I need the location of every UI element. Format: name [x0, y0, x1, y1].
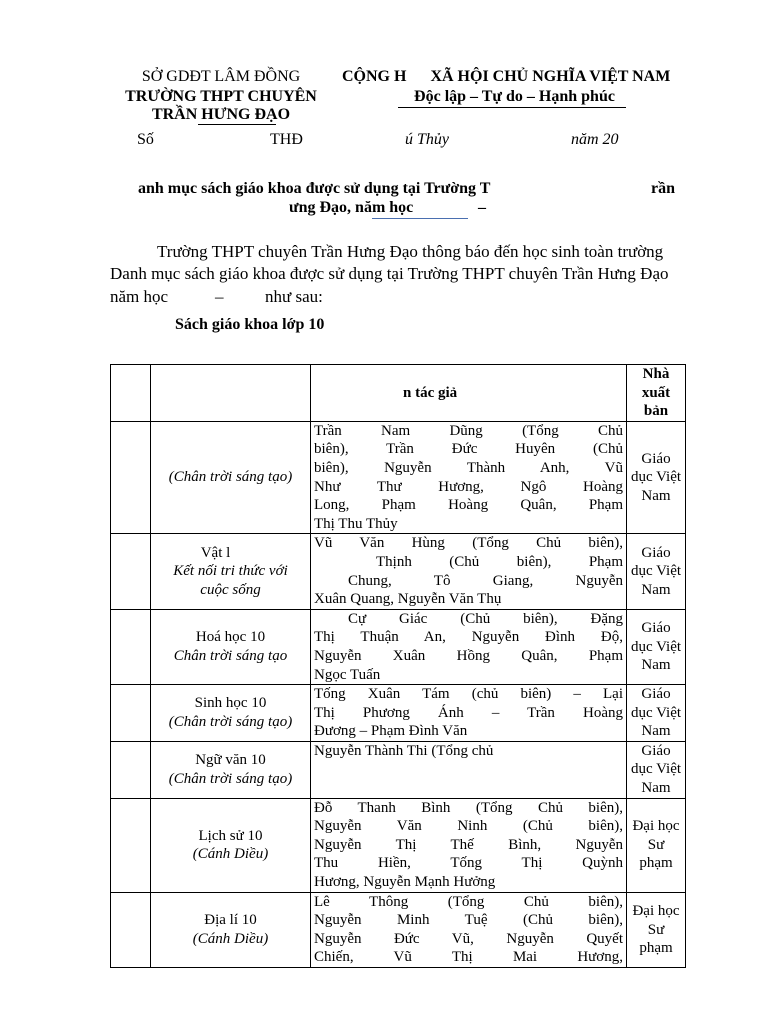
textbook-table: [110, 364, 686, 968]
header-motto: Độc lập – Tự do – Hạnh phúc: [414, 88, 615, 105]
publisher-cell: Giáo dục Việt Nam: [627, 609, 686, 684]
author-line: Chiến, Vũ Thị Mai Hương,: [314, 949, 623, 966]
book-series: (Chân trời sáng tạo): [168, 713, 293, 730]
publisher-cell: Đại học Sư phạm: [627, 798, 686, 892]
author-line: Xuân Quang, Nguyễn Văn Thụ: [314, 591, 502, 608]
author-line: Nguyễn Đức Vũ, Nguyễn Quyết: [314, 930, 623, 947]
intro-line-3c: như sau:: [265, 287, 323, 306]
author-line: Nguyễn Xuân Hồng Quân, Phạm: [314, 647, 623, 664]
header-cell-publisher: Nhà xuất bản: [627, 365, 686, 422]
title-line2: ưng Đạo, năm học: [289, 199, 414, 216]
header-school-underline: [198, 124, 276, 125]
doc-year: năm 20: [571, 131, 619, 148]
author-line: Trần Nam Dũng (Tổng Chủ: [314, 422, 623, 439]
author-line: biên), Nguyễn Thành Anh, Vũ: [314, 459, 623, 476]
header-authors-label: n tác giả: [403, 384, 458, 401]
book-cell: [151, 741, 311, 798]
table-header-row: [111, 365, 686, 422]
header-motto-underline: [398, 107, 626, 108]
authors-cell: [311, 609, 627, 684]
table-row: [111, 609, 686, 684]
row-number: [111, 534, 151, 609]
author-line: Vũ Văn Hùng (Tổng Chủ biên),: [314, 535, 623, 552]
book-series: (Cánh Diều): [192, 846, 269, 863]
book-cell: [151, 609, 311, 684]
book-title: Ngữ văn 10: [195, 752, 266, 769]
doc-number-label: Số: [137, 131, 154, 148]
intro-line-3a: năm học: [110, 287, 169, 306]
header-school-name: TRẦN HƯNG ĐẠO: [151, 106, 291, 123]
row-number: [111, 685, 151, 742]
publisher-cell: Giáo dục Việt Nam: [627, 421, 686, 534]
title-line1-end: rần: [651, 180, 675, 197]
intro-line-3b: –: [215, 287, 224, 306]
row-number: [111, 798, 151, 892]
authors-cell: [311, 534, 627, 609]
authors-cell: [311, 685, 627, 742]
table-row: [111, 798, 686, 892]
book-title: Hoá học 10: [195, 629, 266, 646]
book-title: Địa lí 10: [204, 912, 257, 929]
row-number: [111, 421, 151, 534]
author-line: Thị Thuận An, Nguyễn Đình Độ,: [314, 629, 623, 646]
book-title: Lịch sử 10: [198, 827, 263, 844]
book-cell: [151, 534, 311, 609]
authors-cell: [311, 798, 627, 892]
authors-cell: [311, 892, 627, 967]
section-title: Sách giáo khoa lớp 10: [175, 316, 325, 333]
author-line: Hương, Nguyễn Mạnh Hưởng: [314, 874, 496, 891]
table-row: [111, 892, 686, 967]
author-line: Cự Giác (Chủ biên), Đặng: [348, 610, 623, 627]
author-line: Nguyễn Minh Tuệ (Chủ biên),: [314, 912, 623, 929]
author-line: Nguyễn Thị Thế Bình, Nguyễn: [314, 836, 623, 853]
author-line: Lê Thông (Tổng Chủ biên),: [314, 893, 623, 910]
book-series: (Chân trời sáng tạo): [168, 770, 293, 787]
authors-cell: [311, 741, 627, 798]
header-department: SỞ GDĐT LÂM ĐỒNG: [141, 68, 301, 85]
row-number: [111, 892, 151, 967]
header-cell-number: [111, 365, 151, 422]
header-cell-authors: [311, 365, 627, 422]
header-school: TRƯỜNG THPT CHUYÊN: [125, 88, 317, 105]
author-line: Chung, Tô Giang, Nguyễn: [348, 572, 623, 589]
author-line: biên), Trần Đức Huyên (Chủ: [314, 441, 623, 458]
book-series: (Chân trời sáng tạo): [168, 469, 293, 486]
author-line: Đỗ Thanh Bình (Tổng Chủ biên),: [314, 799, 623, 816]
title-year-underline: [372, 218, 468, 219]
book-series: (Cánh Diều): [192, 930, 269, 947]
table-row: [111, 741, 686, 798]
book-series: Chân trời sáng tạo: [173, 647, 288, 664]
intro-line-2: Danh mục sách giáo khoa được sử dụng tại Trường THPT chuyên Trần Hưng Đạo: [110, 264, 669, 283]
book-cell: [151, 798, 311, 892]
publisher-cell: Đại học Sư phạm: [627, 892, 686, 967]
publisher-cell: Giáo dục Việt Nam: [627, 685, 686, 742]
authors-cell: [311, 421, 627, 534]
header-country: CỘNG H XÃ HỘI CHỦ NGHĨA VIỆT NAM: [342, 68, 671, 85]
publisher-cell: Giáo dục Việt Nam: [627, 534, 686, 609]
book-title: Vật l: [200, 544, 231, 561]
book-series: Kết nối tri thức với cuộc sống: [173, 563, 288, 598]
title-line2-dash: –: [478, 199, 486, 216]
author-line: Thịnh (Chủ biên), Phạm: [376, 553, 623, 570]
book-cell: [151, 892, 311, 967]
author-line: Ngọc Tuấn: [314, 666, 381, 683]
intro-line-1: Trường THPT chuyên Trần Hưng Đạo thông báo đến học sinh toàn trường: [157, 242, 664, 261]
author-line: Nguyễn Văn Ninh (Chủ biên),: [314, 818, 623, 835]
author-line: Thu Hiền, Tống Thị Quỳnh: [314, 855, 623, 872]
book-title: Sinh học 10: [194, 695, 267, 712]
author-line: Đương – Phạm Đình Văn: [314, 723, 468, 740]
table-row: [111, 685, 686, 742]
table-row: [111, 421, 686, 534]
row-number: [111, 609, 151, 684]
header-cell-book: [151, 365, 311, 422]
publisher-cell: Giáo dục Việt Nam: [627, 741, 686, 798]
title-line1: anh mục sách giáo khoa được sử dụng tại Trường T: [138, 180, 491, 197]
row-number: [111, 741, 151, 798]
doc-number-code: THĐ: [270, 131, 303, 148]
book-cell: [151, 421, 311, 534]
author-line: Tống Xuân Tám (chủ biên) – Lại: [314, 686, 623, 703]
table-row: [111, 534, 686, 609]
author-line: Thị Phương Ánh – Trần Hoàng: [314, 704, 623, 721]
author-line: Long, Phạm Hoàng Quân, Phạm: [314, 497, 623, 514]
book-cell: [151, 685, 311, 742]
doc-place: ú Thủy: [405, 131, 449, 148]
author-line: Như Thư Hương, Ngô Hoàng: [314, 478, 623, 495]
author-line: Thị Thu Thủy: [314, 515, 398, 532]
author-line: Nguyễn Thành Thi (Tổng chủ: [314, 742, 494, 759]
